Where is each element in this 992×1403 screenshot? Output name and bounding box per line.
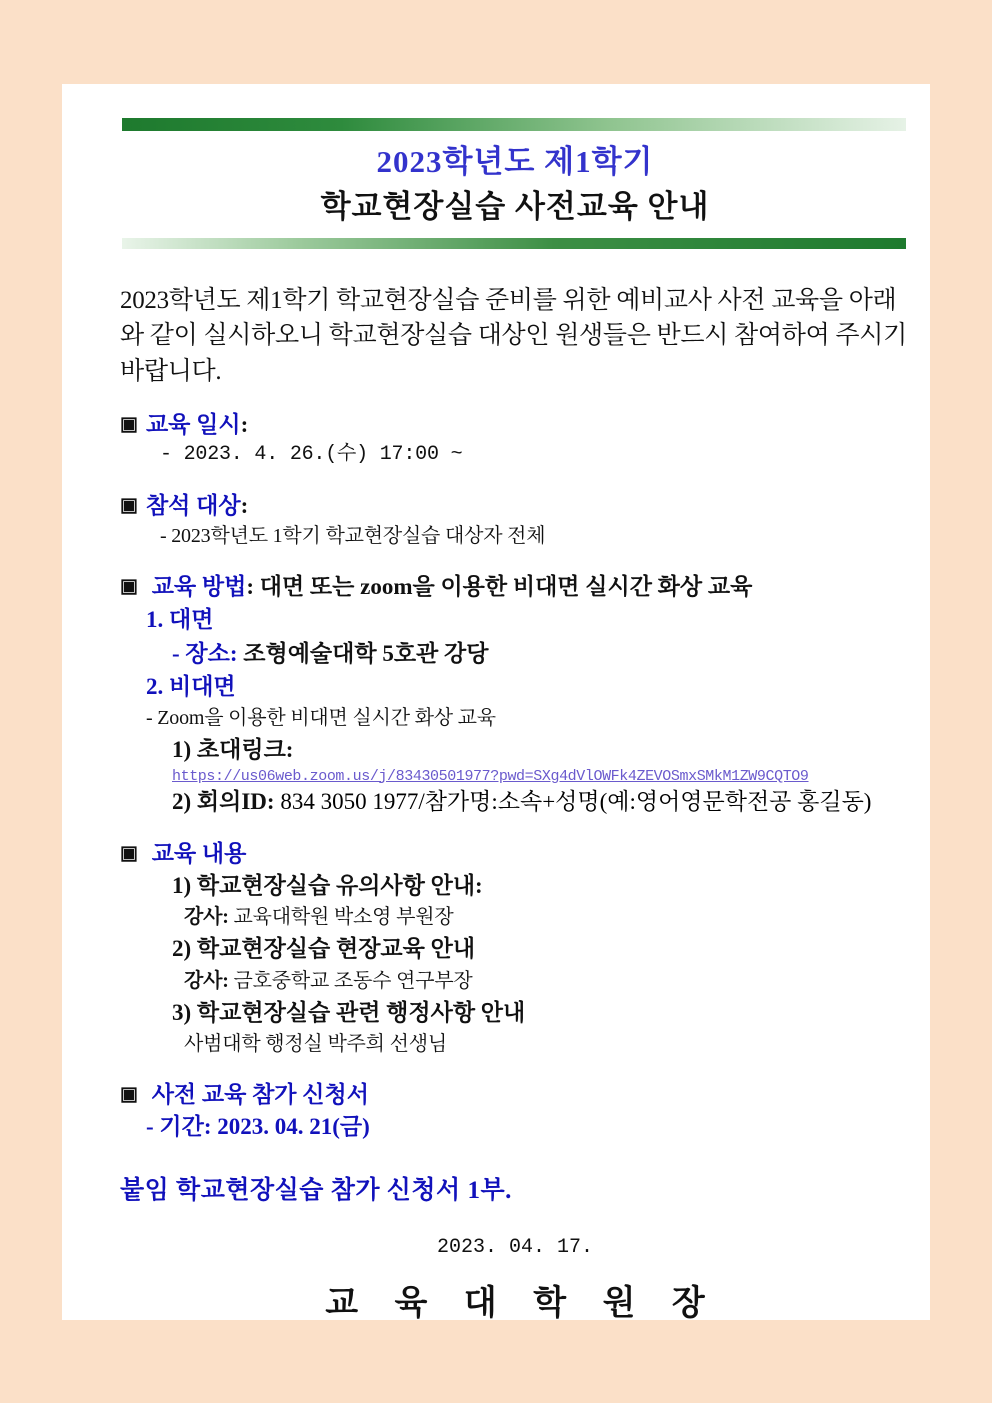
content-item-no: 3)	[172, 999, 192, 1025]
title-line-1: 2023학년도 제1학기	[376, 144, 654, 179]
header-bar-bottom	[122, 238, 906, 249]
section-application-item: - 기간: 2023. 04. 21(금)	[146, 1114, 370, 1140]
content-item	[120, 932, 910, 965]
section-method-colon: :	[246, 574, 254, 600]
section-method-value: 대면 또는 zoom을 이용한 비대면 실시간 화상 교육	[259, 574, 753, 600]
content-item	[120, 869, 910, 902]
content-item-title: 학교현장실습 관련 행정사항 안내	[196, 999, 526, 1025]
document-page	[62, 84, 930, 1320]
document-date: 2023. 04. 17.	[436, 1235, 594, 1259]
method-item-2	[120, 670, 910, 703]
title-line-2: 학교현장실습 사전교육 안내	[320, 188, 710, 224]
content-item-speaker-name: 교육대학원 박소영 부원장	[233, 906, 454, 929]
section-content-heading-label: 교육 내용	[151, 841, 247, 867]
bullet-square-icon	[120, 841, 138, 867]
section-audience	[120, 490, 910, 551]
content-item-speaker	[120, 902, 910, 932]
section-audience-colon: :	[240, 493, 249, 519]
section-audience-heading	[120, 490, 910, 521]
section-datetime-colon: :	[240, 412, 249, 438]
content-item-no: 2)	[172, 936, 192, 962]
method-item-1-detail-label: - 장소:	[172, 640, 238, 666]
section-application-heading	[120, 1079, 910, 1110]
method-sub-1-no: 1)	[172, 737, 192, 763]
method-item-1-detail	[120, 637, 910, 670]
method-sub-2-label: 회의ID:	[196, 788, 275, 814]
bullet-square-icon	[120, 412, 138, 438]
document-body	[120, 283, 910, 1324]
section-method-heading	[120, 571, 910, 603]
section-datetime	[120, 409, 910, 470]
section-datetime-heading-label: 교육 일시	[145, 412, 241, 438]
section-method-heading-label: 교육 방법	[151, 574, 247, 600]
method-item-1-label: 대면	[169, 607, 214, 633]
section-datetime-heading	[120, 409, 910, 440]
content-item-speaker-name: 금호중학교 조동수 연구부장	[233, 969, 473, 992]
zoom-invite-link[interactable]: https://us06web.zoom.us/j/83430501977?pwd=SXg4dVlOWFk4ZEVOSmxSMkM1ZW9CQTO9	[172, 767, 809, 785]
content-item-no: 1)	[172, 873, 192, 899]
method-item-1-detail-value: 조형예술대학 5호관 강당	[243, 640, 489, 666]
document-content	[120, 118, 910, 1324]
method-item-1	[120, 603, 910, 636]
method-sub-2-no: 2)	[172, 788, 192, 814]
method-item-1-no: 1.	[146, 607, 164, 633]
content-item-speaker	[120, 1029, 910, 1059]
content-item-speaker-label: 강사:	[184, 969, 229, 992]
content-item-title: 학교현장실습 현장교육 안내	[196, 936, 476, 962]
content-item-speaker-name: 사범대학 행정실 박주희 선생님	[184, 1033, 447, 1056]
method-sub-1-label: 초대링크:	[196, 737, 294, 763]
header-bar-top	[122, 118, 906, 131]
document-signer: 교 육 대 학 원 장	[325, 1284, 719, 1322]
method-sub-2-value: 834 3050 1977/참가명:소속+성명(예:영어영문학전공 홍길동)	[280, 788, 872, 814]
section-application	[120, 1079, 910, 1143]
section-method	[120, 571, 910, 818]
method-item-2-detail: - Zoom을 이용한 비대면 실시간 화상 교육	[146, 707, 496, 730]
intro-paragraph: 2023학년도 제1학기 학교현장실습 준비를 위한 예비교사 사전 교육을 아래와 같이 실시하오니 학교현장실습 대상인 원생들은 반드시 참여하여 주시기 바랍니다.	[120, 286, 907, 385]
section-content	[120, 838, 910, 1059]
content-item-speaker	[120, 966, 910, 996]
bullet-square-icon	[120, 574, 138, 601]
section-application-heading-label: 사전 교육 참가 신청서	[151, 1082, 369, 1108]
document-title-block	[120, 131, 910, 238]
bullet-square-icon	[120, 1082, 138, 1108]
attachment-note: 붙임 학교현장실습 참가 신청서 1부.	[120, 1176, 512, 1204]
method-sub-1-link-wrap[interactable]	[120, 767, 910, 785]
method-sub-1	[120, 733, 910, 766]
content-item-speaker-label: 강사:	[184, 906, 229, 929]
method-item-2-no: 2.	[146, 674, 164, 700]
bullet-square-icon	[120, 493, 138, 519]
section-content-heading	[120, 838, 910, 869]
method-item-2-label: 비대면	[169, 674, 236, 700]
section-audience-item: - 2023학년도 1학기 학교현장실습 대상자 전체	[160, 525, 546, 548]
content-item-title: 학교현장실습 유의사항 안내:	[196, 873, 483, 899]
section-datetime-item: - 2023. 4. 26.(수) 17:00 ~	[160, 443, 463, 467]
section-audience-heading-label: 참석 대상	[145, 493, 241, 519]
content-item	[120, 996, 910, 1029]
method-sub-2	[120, 785, 910, 818]
